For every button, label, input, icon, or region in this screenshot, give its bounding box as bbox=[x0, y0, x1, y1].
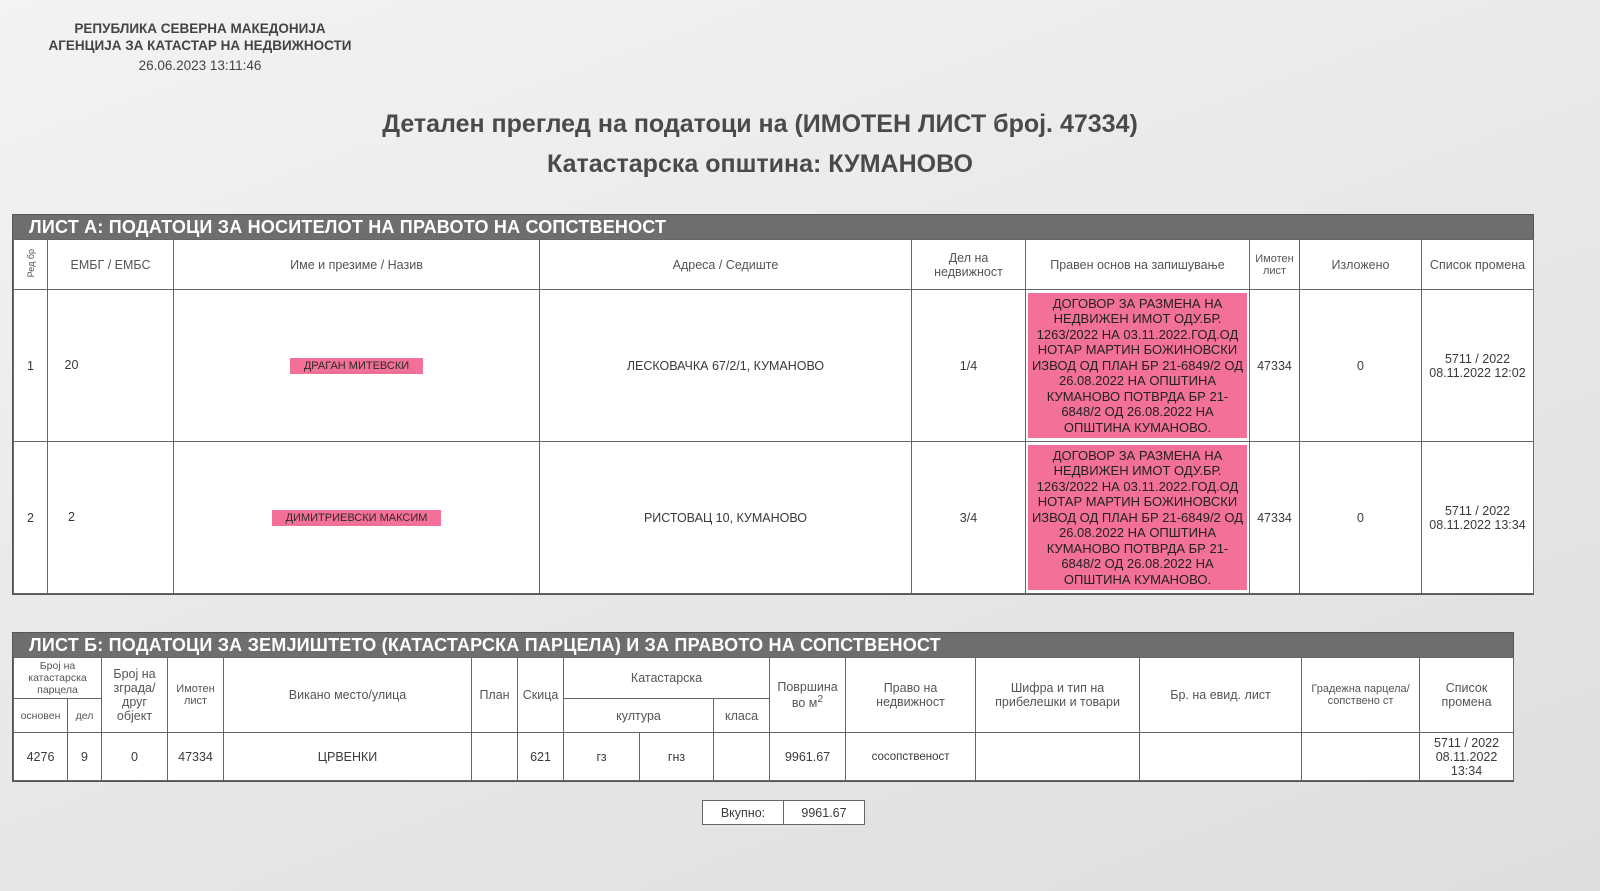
col-plan: План bbox=[472, 658, 518, 733]
col-building-number: Број на зграда/ друг објект bbox=[102, 658, 168, 733]
encumbrance-code bbox=[976, 733, 1140, 781]
owner-name: ДРАГАН МИТЕВСКИ bbox=[290, 358, 423, 374]
owners-header-row bbox=[14, 240, 1534, 290]
property-sheet-no: 47334 bbox=[168, 733, 224, 781]
col-class: класа bbox=[714, 699, 770, 733]
col-place: Викано место/улица bbox=[224, 658, 472, 733]
owner-name-cell bbox=[174, 290, 540, 442]
col-changes: Список промена bbox=[1420, 658, 1514, 733]
sheet-b bbox=[12, 632, 1514, 782]
culture-value-2: гнз bbox=[640, 733, 714, 781]
agency-name: АГЕНЦИЈА ЗА КАТАСТАР НА НЕДВИЖНОСТИ bbox=[48, 38, 352, 53]
sketch-value: 621 bbox=[518, 733, 564, 781]
col-embg: ЕМБГ / ЕМБС bbox=[48, 240, 174, 290]
change-list: 5711 / 2022 08.11.2022 13:34 bbox=[1420, 733, 1514, 781]
property-sheet-no: 47334 bbox=[1250, 442, 1300, 594]
agency-header bbox=[30, 20, 370, 74]
col-encumbrance-code: Шифра и тип на прибелешки и товари bbox=[976, 658, 1140, 733]
legal-basis-cell bbox=[1026, 442, 1250, 594]
change-list: 5711 / 2022 08.11.2022 13:34 bbox=[1422, 442, 1534, 594]
table-row bbox=[14, 733, 1514, 781]
table-row bbox=[14, 442, 1534, 594]
redaction-box bbox=[80, 359, 156, 373]
col-parcel-number: Број на катастарска парцела bbox=[14, 658, 102, 699]
legal-basis-text: ДОГОВОР ЗА РАЗМЕНА НА НЕДВИЖЕН ИМОТ ОДУ.БР. 1263/2022 НА 03.11.2022.ГОД.ОД НОТАР МАРТИН БОЖИНОВСКИ ИЗВОД ОД ПЛАН БР 21-6849/2 ОД 26.08.2022 НА ОПШТИНА КУМАНОВО ПОТВРДА БР 21-6848/2 ОД 26.08.2022 НА ОПШТИНА КУМАНОВО. bbox=[1028, 293, 1247, 439]
parcel-part: 9 bbox=[68, 733, 102, 781]
col-property-sheet: Имотен лист bbox=[168, 658, 224, 733]
culture-value: гз bbox=[564, 733, 640, 781]
owner-address: РИСТОВАЦ 10, КУМАНОВО bbox=[540, 442, 912, 594]
plan-value bbox=[472, 733, 518, 781]
col-share: Дел на недвижност bbox=[912, 240, 1026, 290]
land-table bbox=[13, 657, 1514, 781]
area-value: 9961.67 bbox=[770, 733, 846, 781]
col-record-sheet: Бр. на евид. лист bbox=[1140, 658, 1302, 733]
col-part: дел bbox=[68, 699, 102, 733]
land-header-row-1 bbox=[14, 658, 1514, 699]
sheet-a-heading: ЛИСТ А: ПОДАТОЦИ ЗА НОСИТЕЛОТ НА ПРАВОТО НА СОПСТВЕНОСТ bbox=[13, 215, 1533, 239]
right-value: сосопственост bbox=[846, 733, 976, 781]
col-legal-basis: Правен основ на запишување bbox=[1026, 240, 1250, 290]
col-address: Адреса / Седиште bbox=[540, 240, 912, 290]
title-line-2: Катастарска општина: КУМАНОВО bbox=[547, 150, 973, 178]
col-building-parcel: Градежна парцела/сопствено ст bbox=[1302, 658, 1420, 733]
row-number: 1 bbox=[14, 290, 48, 442]
col-changes: Список промена bbox=[1422, 240, 1534, 290]
building-parcel bbox=[1302, 733, 1420, 781]
sheet-a bbox=[12, 214, 1534, 595]
exposed-value: 0 bbox=[1300, 442, 1422, 594]
redaction-box bbox=[77, 511, 153, 525]
embg-cell: 2 bbox=[48, 442, 174, 594]
col-culture: култура bbox=[564, 699, 714, 733]
sheet-b-heading: ЛИСТ Б: ПОДАТОЦИ ЗА ЗЕМЈИШТЕТО (КАТАСТАРСКА ПАРЦЕЛА) И ЗА ПРАВОТО НА СОПСТВЕНОСТ bbox=[13, 633, 1513, 657]
total-value: 9961.67 bbox=[784, 801, 865, 825]
col-right: Право на недвижност bbox=[846, 658, 976, 733]
republic-name: РЕПУБЛИКА СЕВЕРНА МАКЕДОНИЈА bbox=[74, 21, 326, 36]
col-area: Површина во $м^2$ bbox=[770, 658, 846, 733]
col-property-sheet: Имотен лист bbox=[1250, 240, 1300, 290]
col-row-no: Ред бр bbox=[14, 240, 48, 290]
owner-name: ДИМИТРИЕВСКИ МАКСИМ bbox=[272, 510, 442, 526]
change-list: 5711 / 2022 08.11.2022 12:02 bbox=[1422, 290, 1534, 442]
print-timestamp: 26.06.2023 13:11:46 bbox=[138, 58, 262, 73]
exposed-value: 0 bbox=[1300, 290, 1422, 442]
table-row bbox=[14, 290, 1534, 442]
col-name: Име и презиме / Назив bbox=[174, 240, 540, 290]
legal-basis-text: ДОГОВОР ЗА РАЗМЕНА НА НЕДВИЖЕН ИМОТ ОДУ.БР. 1263/2022 НА 03.11.2022.ГОД.ОД НОТАР МАРТИН БОЖИНОВСКИ ИЗВОД ОД ПЛАН БР 21-6849/2 ОД 26.08.2022 НА ОПШТИНА КУМАНОВО ПОТВРДА БР 21-6848/2 ОД 26.08.2022 НА ОПШТИНА КУМАНОВО. bbox=[1028, 445, 1247, 591]
document-title bbox=[340, 104, 1180, 184]
col-base: основен bbox=[14, 699, 68, 733]
col-cadastral: Катастарска bbox=[564, 658, 770, 699]
embg-cell: 20 bbox=[48, 290, 174, 442]
legal-basis-cell bbox=[1026, 290, 1250, 442]
ownership-share: 3/4 bbox=[912, 442, 1026, 594]
place-name: ЦРВЕНКИ bbox=[224, 733, 472, 781]
title-line-1: Детален преглед на податоци на (ИМОТЕН ЛИСТ број. 47334) bbox=[382, 110, 1138, 138]
total-table bbox=[702, 800, 865, 825]
record-sheet bbox=[1140, 733, 1302, 781]
parcel-base: 4276 bbox=[14, 733, 68, 781]
class-value bbox=[714, 733, 770, 781]
row-number: 2 bbox=[14, 442, 48, 594]
col-sketch: Скица bbox=[518, 658, 564, 733]
building-number: 0 bbox=[102, 733, 168, 781]
owner-name-cell bbox=[174, 442, 540, 594]
ownership-share: 1/4 bbox=[912, 290, 1026, 442]
col-exposed: Изложено bbox=[1300, 240, 1422, 290]
property-sheet-no: 47334 bbox=[1250, 290, 1300, 442]
owners-table bbox=[13, 239, 1534, 594]
total-label: Вкупно: bbox=[703, 801, 784, 825]
owner-address: ЛЕСКОВАЧКА 67/2/1, КУМАНОВО bbox=[540, 290, 912, 442]
